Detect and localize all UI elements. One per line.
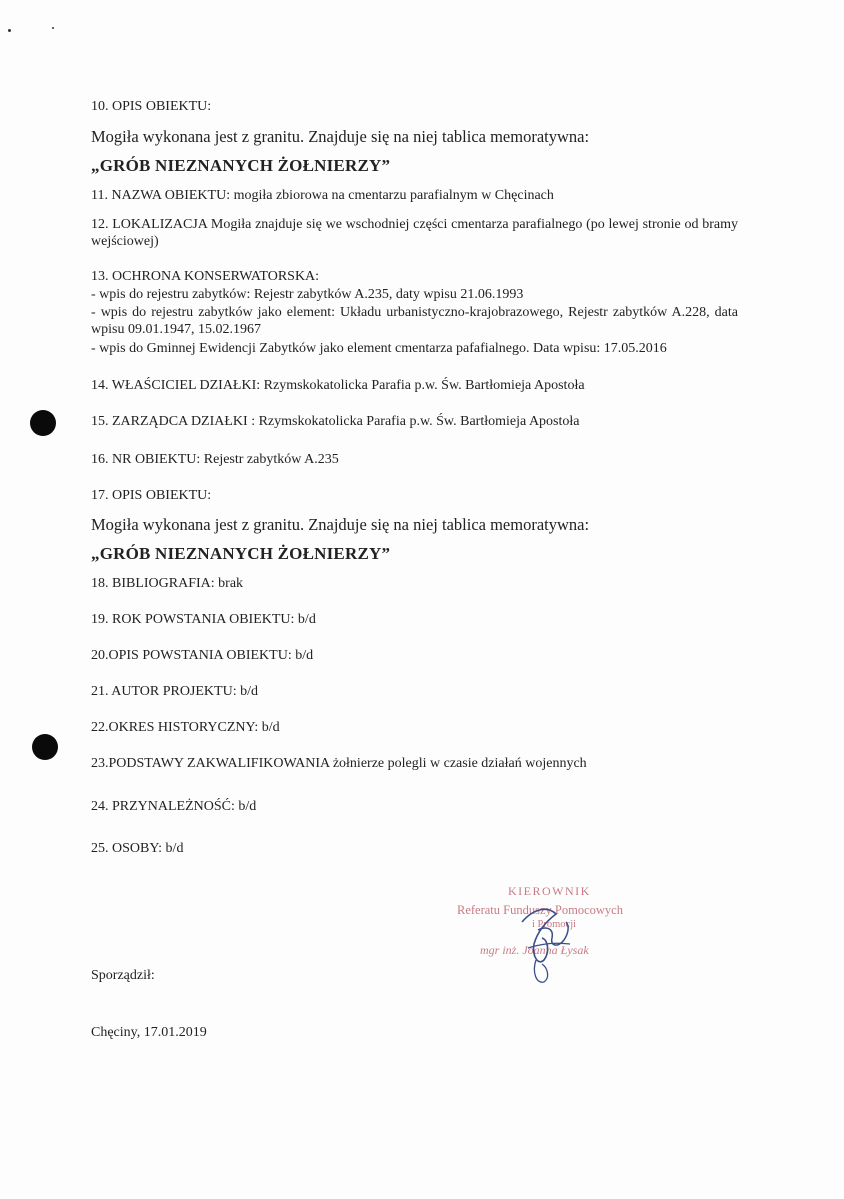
section-20: 20.OPIS POWSTANIA OBIEKTU: b/d — [91, 648, 314, 663]
section-21: 21. AUTOR PROJEKTU: b/d — [91, 684, 258, 699]
punch-hole — [32, 734, 58, 760]
place-and-date: Chęciny, 17.01.2019 — [91, 1025, 207, 1040]
stamp-name: mgr inż. Joanna Łysak — [480, 943, 589, 957]
stamp-title: KIEROWNIK — [508, 884, 591, 898]
handwritten-signature — [508, 900, 588, 990]
section-19: 19. ROK POWSTANIA OBIEKTU: b/d — [91, 612, 316, 627]
prepared-by-label: Sporządził: — [91, 968, 155, 983]
section-16: 16. NR OBIEKTU: Rejestr zabytków A.235 — [91, 452, 339, 467]
section-17-inscription: „GRÓB NIEZNANYCH ŻOŁNIERZY” — [91, 544, 391, 563]
section-13-entry-a: - wpis do rejestru zabytków: Rejestr zabytków A.235, daty wpisu 21.06.1993 — [91, 287, 524, 302]
section-12: 12. LOKALIZACJA Mogiła znajduje się we wschodniej części cmentarza parafialnego (po lewej stronie od bramy wejściowej) — [91, 217, 738, 249]
section-23: 23.PODSTAWY ZAKWALIFIKOWANIA żołnierze polegli w czasie działań wojennych — [91, 756, 587, 771]
section-18: 18. BIBLIOGRAFIA: brak — [91, 576, 244, 591]
scan-speck — [52, 27, 54, 29]
stamp-department-cont: i Promocji — [532, 919, 577, 930]
section-24: 24. PRZYNALEŻNOŚĆ: b/d — [91, 799, 257, 814]
section-17-heading: 17. OPIS OBIEKTU: — [91, 488, 212, 503]
scan-speck — [8, 29, 11, 32]
section-13-entry-c: - wpis do Gminnej Ewidencji Zabytków jako element cmentarza pafafialnego. Data wpisu: 17.05.2016 — [91, 341, 667, 356]
section-25: 25. OSOBY: b/d — [91, 841, 184, 856]
section-22: 22.OKRES HISTORYCZNY: b/d — [91, 720, 280, 735]
section-10-description: Mogiła wykonana jest z granitu. Znajduje się na niej tablica memoratywna: — [91, 127, 590, 146]
section-14: 14. WŁAŚCICIEL DZIAŁKI: Rzymskokatolicka Parafia p.w. Św. Bartłomieja Apostoła — [91, 378, 585, 393]
section-13-entry-b: - wpis do rejestru zabytków jako element: Układu urbanistyczno-krajobrazowego, Rejestr zabytków A.228, data wpisu 09.01.1947, 15.02.1967 — [91, 305, 738, 337]
section-15: 15. ZARZĄDCA DZIAŁKI : Rzymskokatolicka Parafia p.w. Św. Bartłomieja Apostoła — [91, 414, 580, 429]
punch-hole — [30, 410, 56, 436]
section-10-heading: 10. OPIS OBIEKTU: — [91, 99, 212, 114]
section-17-description: Mogiła wykonana jest z granitu. Znajduje się na niej tablica memoratywna: — [91, 515, 590, 534]
section-11: 11. NAZWA OBIEKTU: mogiła zbiorowa na cmentarzu parafialnym w Chęcinach — [91, 188, 554, 203]
stamp-department: Referatu Funduszy Pomocowych — [457, 903, 623, 917]
section-13-heading: 13. OCHRONA KONSERWATORSKA: — [91, 269, 320, 284]
section-10-inscription: „GRÓB NIEZNANYCH ŻOŁNIERZY” — [91, 156, 391, 175]
